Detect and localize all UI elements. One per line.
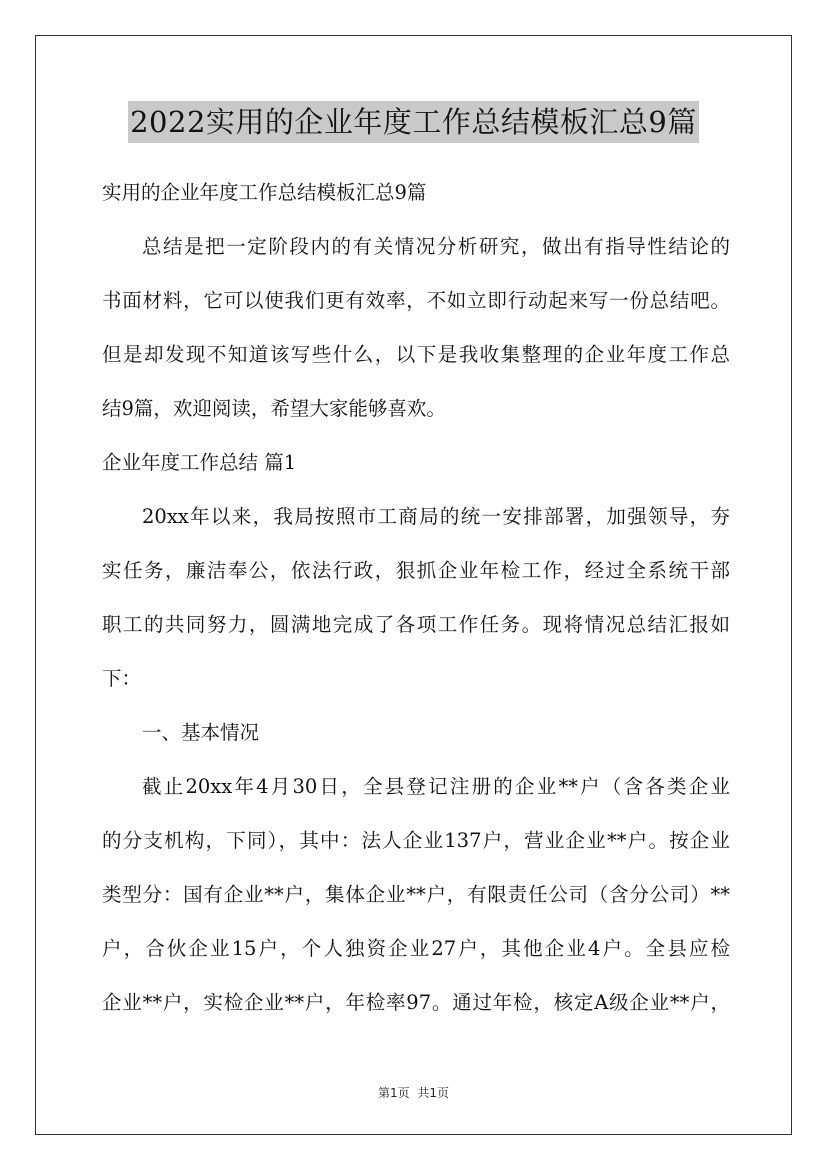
subtitle-line: 实用的企业年度工作总结模板汇总9篇 <box>102 181 427 204</box>
paragraph-line: 类型分：国有企业**户，集体企业**户，有限责任公司（含分公司）** <box>102 883 730 906</box>
paragraph-line: 的分支机构，下同），其中：法人企业137户，营业企业**户。按企业 <box>102 829 730 852</box>
section-heading: 企业年度工作总结 篇1 <box>102 451 297 474</box>
document-title: 2022实用的企业年度工作总结模板汇总9篇 <box>128 101 699 143</box>
page-footer <box>0 1084 827 1101</box>
paragraph-line: 职工的共同努力，圆满地完成了各项工作任务。现将情况总结汇报如 <box>102 613 730 636</box>
paragraph-line: 户，合伙企业15户，个人独资企业27户，其他企业4户。全县应检 <box>102 937 730 960</box>
paragraph-line: 20xx年以来，我局按照市工商局的统一安排部署，加强领导，夯 <box>142 505 730 528</box>
title-wrap <box>0 101 827 143</box>
page-total: 共1页 <box>417 1086 450 1100</box>
paragraph-line: 截止20xx年4月30日，全县登记注册的企业**户（含各类企业 <box>142 775 730 798</box>
page-number: 第1页 <box>377 1086 410 1100</box>
paragraph-line: 结9篇，欢迎阅读，希望大家能够喜欢。 <box>102 397 446 420</box>
paragraph-line: 企业**户，实检企业**户，年检率97。通过年检，核定A级企业**户， <box>102 991 730 1014</box>
subsection-heading: 一、基本情况 <box>142 721 260 744</box>
paragraph-line: 下： <box>102 667 142 690</box>
paragraph-line: 书面材料，它可以使我们更有效率，不如立即行动起来写一份总结吧。 <box>102 289 730 312</box>
paragraph-line: 但是却发现不知道该写些什么，以下是我收集整理的企业年度工作总 <box>102 343 730 366</box>
paragraph-line: 实任务，廉洁奉公，依法行政，狠抓企业年检工作，经过全系统干部 <box>102 559 730 582</box>
paragraph-line: 总结是把一定阶段内的有关情况分析研究，做出有指导性结论的 <box>142 235 730 258</box>
